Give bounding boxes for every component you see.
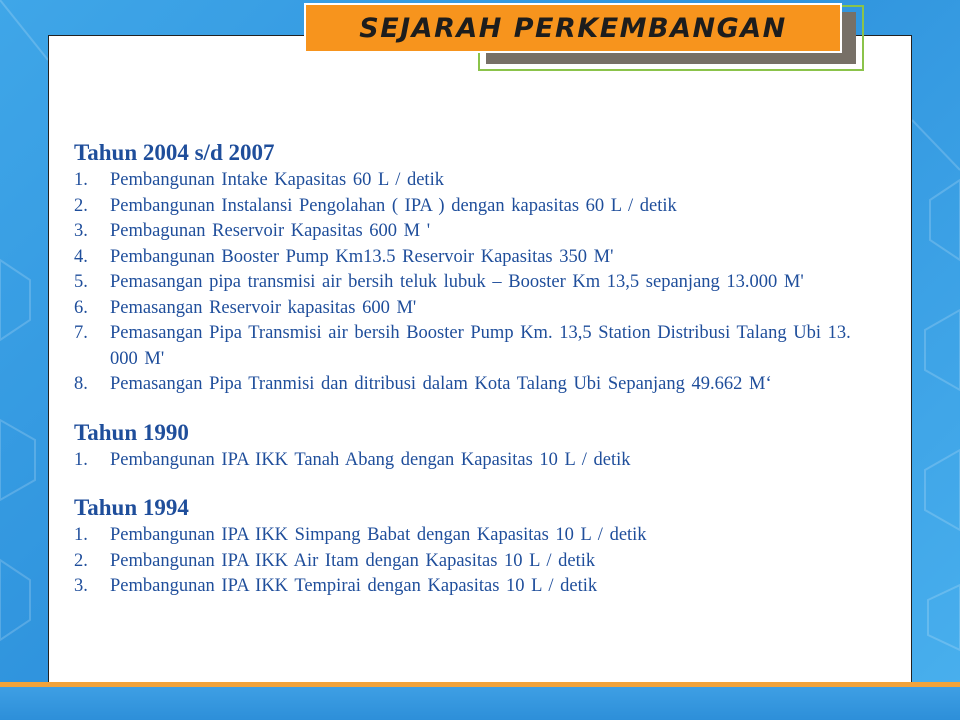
item-text: Pembangunan Booster Pump Km13.5 Reservoir Kapasitas 350 M' bbox=[110, 246, 614, 267]
section-1990 bbox=[74, 418, 884, 474]
list-item bbox=[74, 194, 884, 220]
list-item bbox=[74, 219, 884, 245]
list-item bbox=[74, 321, 884, 372]
list-item bbox=[74, 168, 884, 194]
section-2004-2007 bbox=[74, 138, 884, 398]
item-text: Pembangunan IPA IKK Tempirai dengan Kapasitas 10 L / detik bbox=[110, 576, 598, 596]
item-number: 2. bbox=[74, 550, 88, 571]
item-text: Pembangunan IPA IKK Simpang Babat dengan Kapasitas 10 L / detik bbox=[110, 525, 647, 545]
item-text: Pemasangan pipa transmisi air bersih teluk lubuk – Booster Km 13,5 sepanjang 13.000 M' bbox=[110, 272, 804, 292]
item-number: 1. bbox=[74, 449, 88, 470]
item-text: Pembangunan IPA IKK Air Itam dengan Kapasitas 10 L / detik bbox=[110, 550, 596, 571]
list-item bbox=[74, 372, 884, 398]
slide-content bbox=[74, 138, 884, 620]
item-number: 5. bbox=[74, 272, 88, 292]
item-text: Pemasangan Reservoir kapasitas 600 M' bbox=[110, 297, 417, 318]
list-item bbox=[74, 448, 884, 474]
section-heading: Tahun 2004 s/d 2007 bbox=[74, 140, 275, 165]
item-text: Pemasangan Pipa Tranmisi dan ditribusi dalam Kota Talang Ubi Sepanjang 49.662 M‘ bbox=[110, 374, 772, 394]
slide-title-box bbox=[304, 3, 842, 53]
item-number: 6. bbox=[74, 297, 88, 318]
list-item bbox=[74, 296, 884, 322]
item-text: Pembangunan IPA IKK Tanah Abang dengan Kapasitas 10 L / detik bbox=[110, 449, 631, 470]
bottom-band bbox=[0, 687, 960, 720]
item-number: 3. bbox=[74, 221, 88, 241]
slide-title: SEJARAH PERKEMBANGAN bbox=[359, 12, 787, 44]
item-number: 1. bbox=[74, 525, 88, 545]
section-list bbox=[74, 448, 884, 474]
list-item bbox=[74, 523, 884, 549]
list-item bbox=[74, 245, 884, 271]
item-text: Pembagunan Reservoir Kapasitas 600 M ' bbox=[110, 221, 431, 241]
item-text: Pembangunan Instalansi Pengolahan ( IPA ) dengan kapasitas 60 L / detik bbox=[110, 195, 677, 216]
item-number: 2. bbox=[74, 195, 88, 216]
item-number: 4. bbox=[74, 246, 88, 267]
section-1994 bbox=[74, 493, 884, 600]
list-item bbox=[74, 549, 884, 575]
item-text: Pemasangan Pipa Transmisi air bersih Booster Pump Km. 13,5 Station Distribusi Talang Ubi 13. 000 M' bbox=[110, 323, 851, 369]
section-list bbox=[74, 168, 884, 398]
section-heading: Tahun 1994 bbox=[74, 495, 189, 520]
list-item bbox=[74, 574, 884, 600]
item-number: 8. bbox=[74, 374, 88, 394]
item-number: 1. bbox=[74, 170, 88, 190]
item-text: Pembangunan Intake Kapasitas 60 L / detik bbox=[110, 170, 444, 190]
section-heading: Tahun 1990 bbox=[74, 419, 189, 445]
item-number: 7. bbox=[74, 323, 88, 343]
section-list bbox=[74, 523, 884, 600]
list-item bbox=[74, 270, 884, 296]
item-number: 3. bbox=[74, 576, 88, 596]
